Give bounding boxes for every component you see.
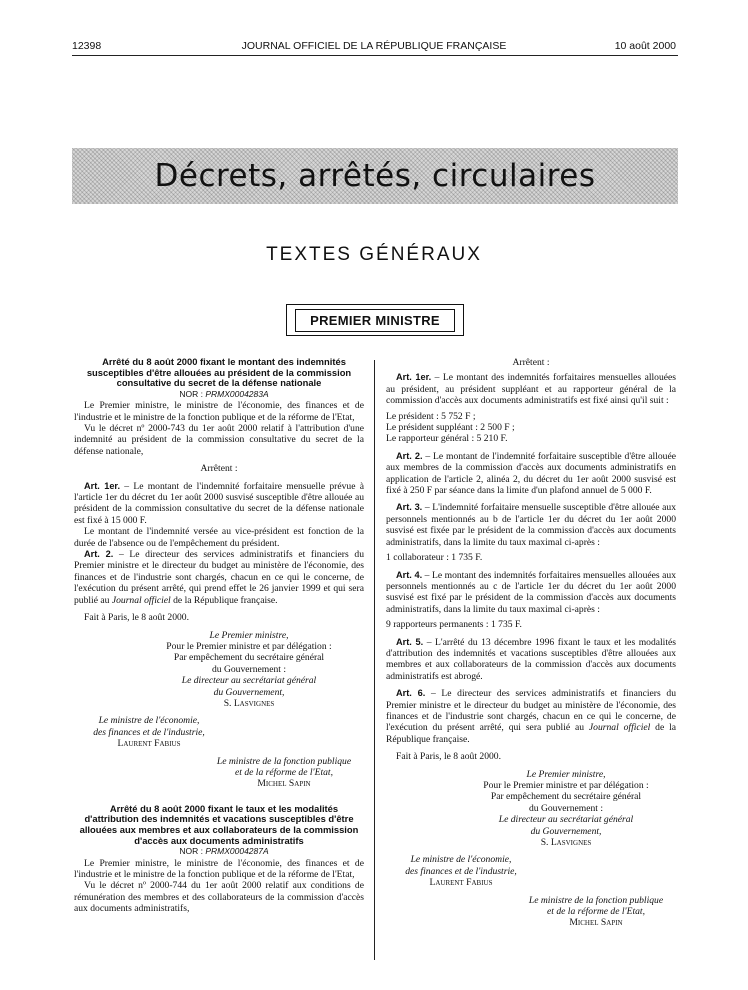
decree-title-2: Arrêté du 8 août 2000 fixant le taux et les modalités d'attribution des indemnités et vacations susceptibles d'être allouées aux membres et aux collaborateurs de la commission d'accès aux documents administratifs <box>79 802 359 846</box>
nor-reference: NOR : PRMX0004283A <box>179 388 269 399</box>
signature-block-pm-2: Le Premier ministre, Pour le Premier ministre et par délégation : Par empêchement du secrétaire général du Gouvernement : Le directeur au secrétariat général du Gouvernement, S. Lasvignes <box>483 768 649 849</box>
article-6-right: Art. 6. – Le directeur des services administratifs et financiers du Premier ministre et le directeur du budget au ministère de l'économie, des finances et de l'industrie sont chargés, chacun en ce qui le concerne, de l'exécution du présent arrêté, qui sera publié au Journal officiel de la République française. <box>386 688 676 745</box>
rate-list-item: Le président suppléant : 2 500 F ; <box>386 422 515 434</box>
signature-block-public-service-2: Le ministre de la fonction publique et de la réforme de l'Etat, Michel Sapin <box>528 894 664 929</box>
ministry-box <box>286 304 464 336</box>
signature-date: Fait à Paris, le 8 août 2000. <box>84 612 189 624</box>
article-3-item: 1 collaborateur : 1 735 F. <box>386 552 483 564</box>
signature-date-2: Fait à Paris, le 8 août 2000. <box>396 751 501 763</box>
right-column <box>386 357 676 929</box>
article-3-right: Art. 3. – L'indemnité forfaitaire mensuelle susceptible d'être allouée aux personnels mentionnés au b de l'article 1er du décret du 1er août 2000 susvisé est fixée par le président de la commission d'accès aux documents administratifs, dans la limite du taux maximal ci-après : <box>386 502 676 548</box>
article-1: Art. 1er. – Le montant de l'indemnité forfaitaire mensuelle prévue à l'article 1er du décret du 1er août 2000 susvisé susceptible d'être allouée au président de la commission consultative du secret de la défense nationale est fixé à 15 000 F. <box>74 480 364 526</box>
issue-date: 10 août 2000 <box>614 40 676 52</box>
article-1-para-2: Le montant de l'indemnité versée au vice-président est fonction de la durée de l'absence ou de l'empêchement du président. <box>74 526 364 549</box>
article-4-item: 9 rapporteurs permanents : 1 735 F. <box>386 619 522 631</box>
banner-title: Décrets, arrêtés, circulaires <box>154 158 596 194</box>
column-divider <box>374 360 375 960</box>
visa-2: Vu le décret nº 2000-744 du 1er août 2000 relatif aux conditions de rémunération des membres et des collaborateurs de la commission d'accès aux documents administratifs, <box>74 880 364 915</box>
article-1-right: Art. 1er. – Le montant des indemnités forfaitaires mensuelles allouées au président, au président suppléant et au rapporteur général de la commission d'accès aux documents administratifs est fixé ainsi qu'il suit : <box>386 372 677 407</box>
section-banner <box>72 148 678 204</box>
section-title: TEXTES GÉNÉRAUX <box>266 244 482 265</box>
signature-block-economy-2: Le ministre de l'économie, des finances et de l'industrie, Laurent Fabius <box>405 854 517 889</box>
page-number: 12398 <box>72 40 102 52</box>
preamble: Le Premier ministre, le ministre de l'économie, des finances et de l'industrie et le ministre de la fonction publique et de la réforme de l'Etat, <box>74 400 364 423</box>
decree-title: Arrêté du 8 août 2000 fixant le montant des indemnités susceptibles d'être allouées au président de la commission consultative du secret de la défense nationale <box>86 356 352 389</box>
rate-list-item: Le président : 5 752 F ; <box>386 410 476 422</box>
article-5-right: Art. 5. – L'arrêté du 13 décembre 1996 fixant le taux et les modalités d'attribution des indemnités et vacations susceptibles d'être allouées aux membres et aux collaborateurs de la commission d'accès aux documents administratifs est abrogé. <box>386 636 676 682</box>
ministry-title: PREMIER MINISTRE <box>295 309 455 332</box>
arretent: Arrêtent : <box>200 463 238 475</box>
signature-block-economy: Le ministre de l'économie, des finances et de l'industrie, Laurent Fabius <box>93 715 205 750</box>
signature-block-public-service: Le ministre de la fonction publique et de la réforme de l'Etat, Michel Sapin <box>216 755 352 790</box>
article-2: Art. 2. – Le directeur des services administratifs et financiers du Premier ministre et le directeur du budget au ministère de l'économie, des finances et de l'industrie sont chargés, chacun en ce qui le concerne, de l'exécution du présent arrêté, qui prend effet le 26 janvier 1999 et qui sera publié au Journal officiel de la République française. <box>74 549 364 606</box>
signature-block-pm: Le Premier ministre, Pour le Premier ministre et par délégation : Par empêchement du secrétaire général du Gouvernement : Le directeur au secrétariat général du Gouvernement, S. Lasvignes <box>166 629 332 709</box>
article-4-right: Art. 4. – Le montant des indemnités forfaitaires mensuelles allouées aux personnels mentionnés au c de l'article 1er du décret du 1er août 2000 susvisé est fixé par le président de la commission d'accès aux documents administratifs, dans la limite du taux maximal ci-après : <box>386 569 676 615</box>
rate-list-item: Le rapporteur général : 5 210 F. <box>386 433 508 445</box>
arretent-2: Arrêtent : <box>512 357 550 368</box>
journal-title: JOURNAL OFFICIEL DE LA RÉPUBLIQUE FRANÇAISE <box>241 40 507 52</box>
visa: Vu le décret nº 2000-743 du 1er août 2000 relatif à l'attribution d'une indemnité au président de la commission consultative du secret de la défense nationale, <box>74 423 364 457</box>
header-rule <box>72 55 678 56</box>
left-column <box>74 357 364 915</box>
article-2-right: Art. 2. – Le montant de l'indemnité forfaitaire susceptible d'être allouée aux membres de la commission d'accès aux documents administratifs en application de l'article 2, alinéa 2, du décret du 1er août 2000 susvisé est fixé à 250 F par séance dans la limite d'un plafond annuel de 5 000 F. <box>386 450 676 497</box>
nor-reference-2: NOR : PRMX0004287A <box>179 846 269 857</box>
preamble-2: Le Premier ministre, le ministre de l'économie, des finances et de l'industrie et le ministre de la fonction publique et de la réforme de l'Etat, <box>74 857 364 880</box>
